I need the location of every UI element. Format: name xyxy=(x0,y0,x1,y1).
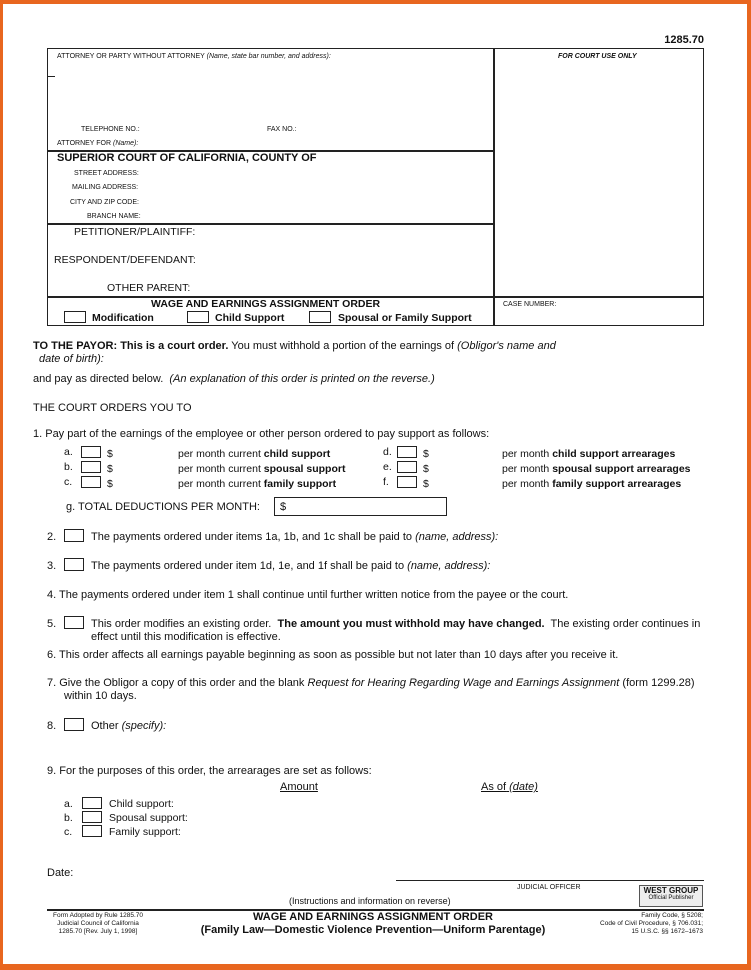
item-1-description: per month family support arrearages xyxy=(502,478,682,490)
item-7: 7. Give the Obligor a copy of this order and the blank Request for Hearing Regarding Wage and Earnings Assignment (form 1299.28) xyxy=(47,677,695,689)
item-8-number: 8. xyxy=(47,720,57,732)
mailing-address-label: MAILING ADDRESS: xyxy=(72,184,139,191)
item-1-description: per month child support arrearages xyxy=(502,448,676,460)
pay-directions: and pay as directed below. (An explanation of this order is printed on the reverse.) xyxy=(33,373,435,385)
item-1-checkbox[interactable] xyxy=(81,446,101,458)
item-3: The payments ordered under item 1d, 1e, and 1f shall be paid to (name, address): xyxy=(91,560,491,572)
attorney-label: ATTORNEY OR PARTY WITHOUT ATTORNEY (Name, state bar number, and address): xyxy=(57,53,331,60)
item-1-checkbox[interactable] xyxy=(81,476,101,488)
branch-name-label: BRANCH NAME: xyxy=(87,213,141,220)
payor-instruction: TO THE PAYOR: This is a court order. You must withhold a portion of the earnings of (Obligor's name and xyxy=(33,340,556,352)
city-zip-label: CITY AND ZIP CODE: xyxy=(70,199,139,206)
as-of-heading: As of (date) xyxy=(481,781,538,793)
arrears-label: Family support: xyxy=(109,826,181,838)
item-1-description: per month spousal support arrearages xyxy=(502,463,691,475)
item-7-cont: within 10 days. xyxy=(64,690,137,702)
dollar-sign: $ xyxy=(107,463,113,475)
caption-column-divider xyxy=(493,48,495,326)
modification-label: Modification xyxy=(92,312,154,324)
order-title: WAGE AND EARNINGS ASSIGNMENT ORDER xyxy=(151,298,381,310)
item-9: 9. For the purposes of this order, the arrearages are set as follows: xyxy=(47,765,372,777)
arrears-letter: a. xyxy=(64,798,73,810)
petitioner-label: PETITIONER/PLAINTIFF: xyxy=(74,226,196,238)
dollar-sign: $ xyxy=(280,501,287,513)
court-name: SUPERIOR COURT OF CALIFORNIA, COUNTY OF xyxy=(57,152,317,164)
arrears-label: Child support: xyxy=(109,798,174,810)
item-1-checkbox[interactable] xyxy=(397,476,417,488)
dollar-sign: $ xyxy=(423,448,429,460)
form-number: 1285.70 xyxy=(664,34,704,46)
fax-label: FAX NO.: xyxy=(267,126,297,133)
item-8: Other (specify): xyxy=(91,720,167,732)
arrears-letter: b. xyxy=(64,812,73,824)
item-1-checkbox[interactable] xyxy=(397,446,417,458)
caption-divider xyxy=(47,223,494,225)
amount-heading: Amount xyxy=(280,781,318,793)
form-adoption-info: Form Adopted by Rule 1285.70 Judicial Council of California 1285.70 [Rev. July 1, 1998] xyxy=(53,912,143,935)
dollar-sign: $ xyxy=(423,463,429,475)
total-deductions-label: g. TOTAL DEDUCTIONS PER MONTH: xyxy=(66,501,260,513)
item-5: This order modifies an existing order. The amount you must withhold may have changed. The existing order continues in xyxy=(91,618,701,630)
item-1-letter: b. xyxy=(64,461,73,473)
court-use-label: FOR COURT USE ONLY xyxy=(558,53,637,60)
total-deductions-field[interactable] xyxy=(274,497,447,516)
respondent-label: RESPONDENT/DEFENDANT: xyxy=(54,254,196,266)
item-8-checkbox[interactable] xyxy=(64,718,84,731)
item-6: 6. This order affects all earnings payable beginning as soon as possible but not later than 10 days after you receive it. xyxy=(47,649,619,661)
item-5-number: 5. xyxy=(47,618,57,630)
spousal-family-label: Spousal or Family Support xyxy=(338,312,472,324)
item-4: 4. The payments ordered under item 1 shall continue until further written notice from the payee or the court. xyxy=(47,589,569,601)
item-1-checkbox[interactable] xyxy=(81,461,101,473)
item-5-cont: effect until this modification is effective. xyxy=(91,631,281,643)
attorney-for-label: ATTORNEY FOR (Name): xyxy=(57,140,139,147)
dollar-sign: $ xyxy=(107,448,113,460)
telephone-label: TELEPHONE NO.: xyxy=(81,126,140,133)
arrears-label: Spousal support: xyxy=(109,812,188,824)
item-1-checkbox[interactable] xyxy=(397,461,417,473)
obligor-dob-label: date of birth): xyxy=(39,353,104,365)
spousal-family-checkbox[interactable] xyxy=(309,311,331,323)
item-1-letter: a. xyxy=(64,446,73,458)
other-parent-label: OTHER PARENT: xyxy=(107,282,191,294)
instructions-note: (Instructions and information on reverse) xyxy=(289,896,451,906)
arrears-letter: c. xyxy=(64,826,73,838)
court-form-page xyxy=(3,4,747,964)
item-5-checkbox[interactable] xyxy=(64,616,84,629)
child-support-label: Child Support xyxy=(215,312,285,324)
publisher-logo: WEST GROUP Official Publisher xyxy=(639,885,703,907)
court-orders-heading: THE COURT ORDERS YOU TO xyxy=(33,402,192,414)
item-1-description: per month current child support xyxy=(178,448,331,460)
item-1-description: per month current family support xyxy=(178,478,337,490)
item-2-checkbox[interactable] xyxy=(64,529,84,542)
item-3-checkbox[interactable] xyxy=(64,558,84,571)
date-label: Date: xyxy=(47,867,74,879)
footer-title: WAGE AND EARNINGS ASSIGNMENT ORDER (Family Law—Domestic Violence Prevention—Uniform Parentage) xyxy=(200,911,546,936)
item-1-letter: e. xyxy=(383,461,392,473)
street-address-label: STREET ADDRESS: xyxy=(74,170,139,177)
legal-citations: Family Code, § 5208; Code of Civil Procedure, § 706.031; 15 U.S.C. §§ 1672–1673 xyxy=(600,912,703,935)
dollar-sign: $ xyxy=(423,478,429,490)
item-3-number: 3. xyxy=(47,560,57,572)
arrears-checkbox[interactable] xyxy=(82,797,102,809)
modification-checkbox[interactable] xyxy=(64,311,86,323)
signature-line xyxy=(396,880,704,881)
item-1-letter: f. xyxy=(383,476,389,488)
item-2: The payments ordered under items 1a, 1b, and 1c shall be paid to (name, address): xyxy=(91,531,499,543)
arrears-checkbox[interactable] xyxy=(82,825,102,837)
arrears-checkbox[interactable] xyxy=(82,811,102,823)
item-1-letter: c. xyxy=(64,476,73,488)
dollar-sign: $ xyxy=(107,478,113,490)
item-1-description: per month current spousal support xyxy=(178,463,346,475)
item-1: 1. Pay part of the earnings of the employee or other person ordered to pay support as follows: xyxy=(33,428,490,440)
item-2-number: 2. xyxy=(47,531,57,543)
case-number-label: CASE NUMBER: xyxy=(503,301,557,308)
judicial-officer-label: JUDICIAL OFFICER xyxy=(517,884,581,891)
item-1-letter: d. xyxy=(383,446,392,458)
child-support-checkbox[interactable] xyxy=(187,311,209,323)
margin-mark xyxy=(47,76,55,77)
